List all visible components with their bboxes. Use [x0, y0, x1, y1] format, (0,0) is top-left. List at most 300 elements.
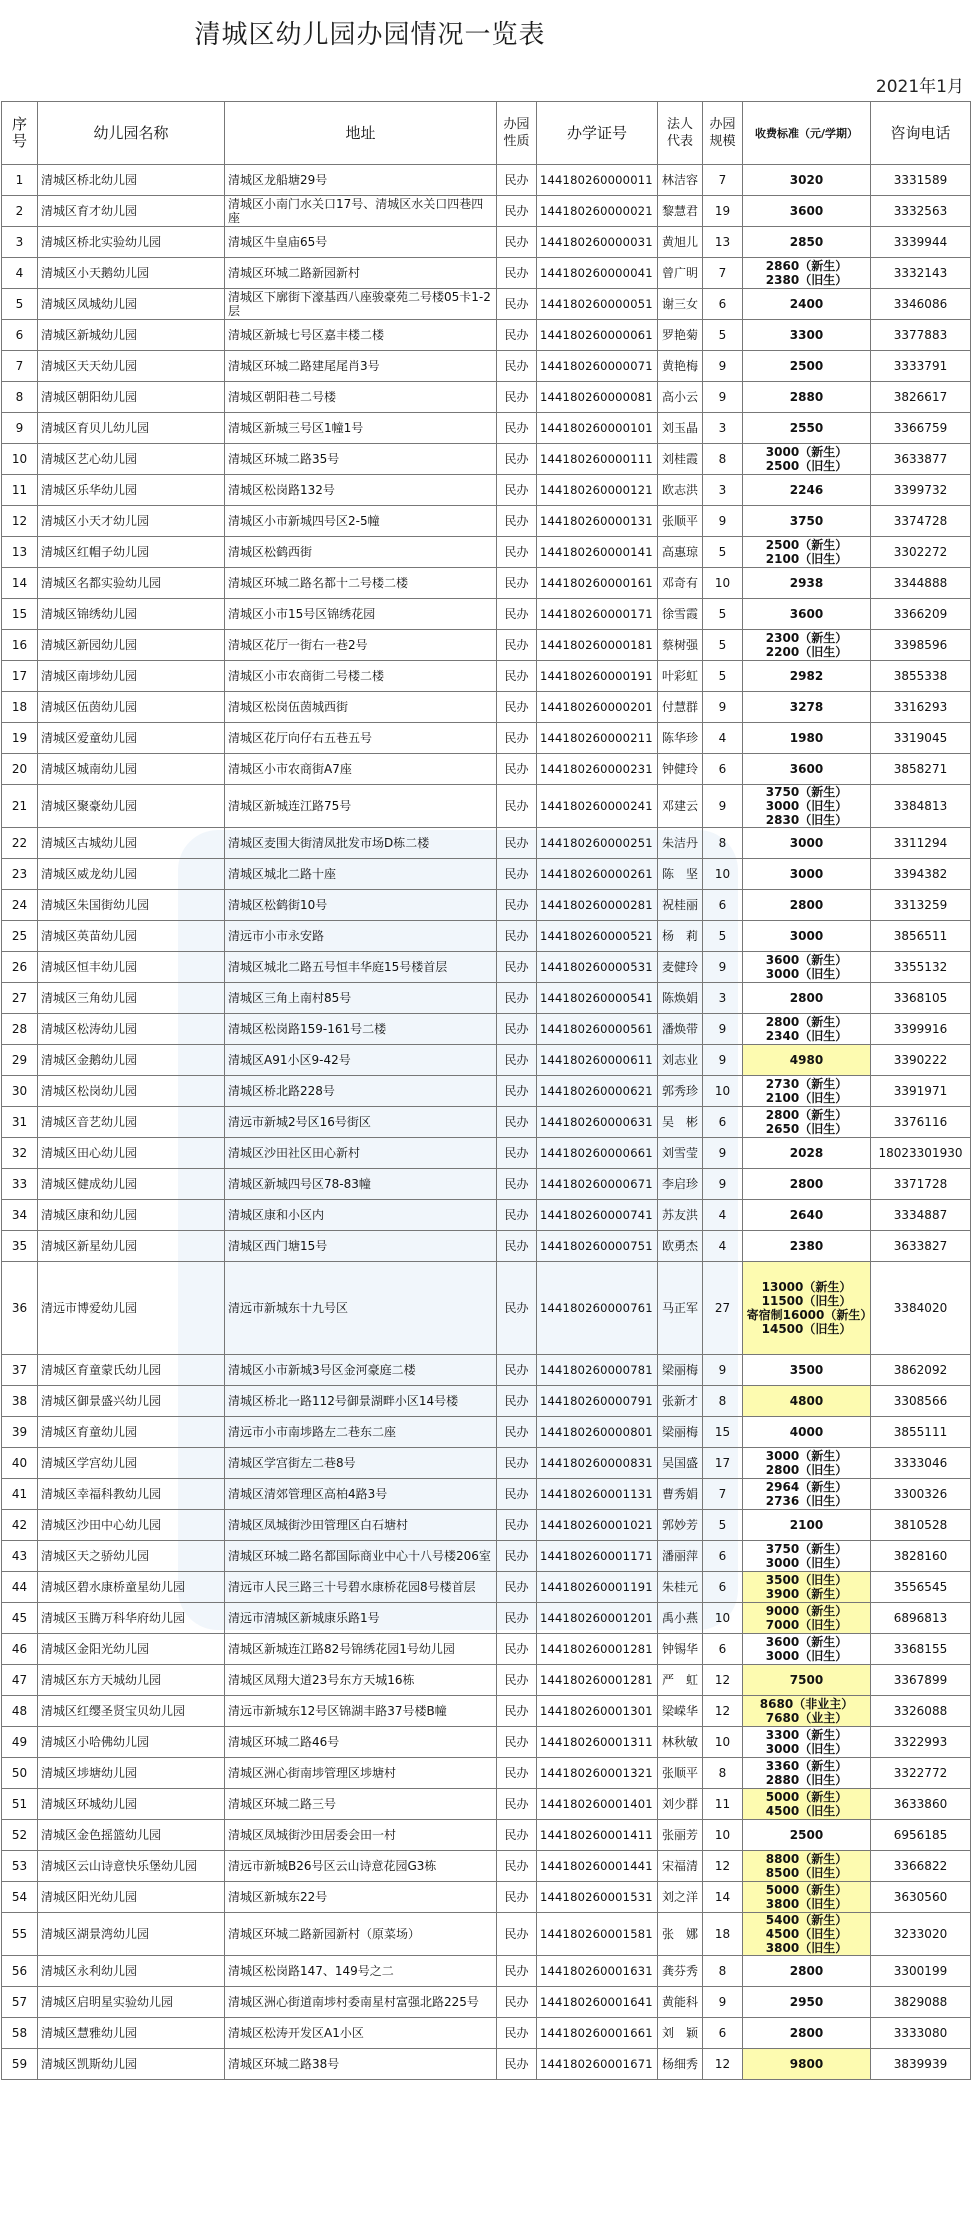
cell-fee: 3600: [743, 754, 871, 785]
cell-address: 清城区西门塘15号: [225, 1231, 497, 1262]
table-row: [2, 1479, 971, 1510]
cell-name: 清城区松涛幼儿园: [38, 1014, 225, 1045]
cell-fee: 3360（新生） 2880（旧生）: [743, 1758, 871, 1789]
cell-license: 144180260001321: [537, 1758, 658, 1789]
cell-scale: 18: [703, 1913, 743, 1956]
cell-scale: 5: [703, 320, 743, 351]
cell-no: 42: [2, 1510, 38, 1541]
cell-scale: 9: [703, 1355, 743, 1386]
cell-phone: 3556545: [871, 1572, 971, 1603]
cell-nature: 民办: [497, 2049, 537, 2080]
cell-representative: 刘桂霞: [658, 444, 703, 475]
cell-no: 16: [2, 630, 38, 661]
cell-representative: 刘少群: [658, 1789, 703, 1820]
cell-license: 144180260001201: [537, 1603, 658, 1634]
cell-license: 144180260000141: [537, 537, 658, 568]
cell-representative: 叶彩虹: [658, 661, 703, 692]
cell-nature: 民办: [497, 983, 537, 1014]
cell-phone: 3333080: [871, 2018, 971, 2049]
cell-fee: 4980: [743, 1045, 871, 1076]
cell-nature: 民办: [497, 1107, 537, 1138]
cell-nature: 民办: [497, 1200, 537, 1231]
cell-phone: 3332563: [871, 196, 971, 227]
cell-scale: 9: [703, 952, 743, 983]
cell-fee: 9000（新生） 7000（旧生）: [743, 1603, 871, 1634]
cell-license: 144180260000051: [537, 289, 658, 320]
cell-nature: 民办: [497, 165, 537, 196]
cell-representative: 潘丽萍: [658, 1541, 703, 1572]
table-row: [2, 859, 971, 890]
cell-name: 清城区埗塘幼儿园: [38, 1758, 225, 1789]
cell-representative: 郭秀珍: [658, 1076, 703, 1107]
cell-license: 144180260001411: [537, 1820, 658, 1851]
cell-representative: 欧志洪: [658, 475, 703, 506]
cell-license: 144180260001281: [537, 1634, 658, 1665]
cell-no: 20: [2, 754, 38, 785]
cell-phone: 3366759: [871, 413, 971, 444]
cell-phone: 3308566: [871, 1386, 971, 1417]
cell-nature: 民办: [497, 258, 537, 289]
table-row: [2, 382, 971, 413]
cell-representative: 高惠琼: [658, 537, 703, 568]
cell-name: 清城区伍茵幼儿园: [38, 692, 225, 723]
cell-scale: 4: [703, 1231, 743, 1262]
cell-representative: 刘 颖: [658, 2018, 703, 2049]
table-row: [2, 1200, 971, 1231]
cell-representative: 黄旭儿: [658, 227, 703, 258]
cell-scale: 5: [703, 921, 743, 952]
table-row: [2, 1510, 971, 1541]
cell-fee: 3600: [743, 599, 871, 630]
cell-no: 44: [2, 1572, 38, 1603]
cell-nature: 民办: [497, 630, 537, 661]
cell-scale: 9: [703, 351, 743, 382]
cell-fee: 1980: [743, 723, 871, 754]
cell-scale: 15: [703, 1417, 743, 1448]
cell-no: 27: [2, 983, 38, 1014]
cell-no: 58: [2, 2018, 38, 2049]
cell-no: 2: [2, 196, 38, 227]
cell-scale: 9: [703, 382, 743, 413]
cell-fee: 8680（非业主） 7680（业主）: [743, 1696, 871, 1727]
cell-fee: 2100: [743, 1510, 871, 1541]
cell-address: 清城区新城三号区1幢1号: [225, 413, 497, 444]
table-row: [2, 890, 971, 921]
table-row: [2, 599, 971, 630]
cell-scale: 7: [703, 258, 743, 289]
cell-nature: 民办: [497, 1987, 537, 2018]
cell-fee: 2400: [743, 289, 871, 320]
col-header-no: 序号: [2, 102, 38, 165]
cell-name: 清远市博爱幼儿园: [38, 1262, 225, 1355]
col-header-phone: 咨询电话: [871, 102, 971, 165]
cell-fee: 13000（新生） 11500（旧生） 寄宿制16000（新生）14500（旧生）: [743, 1262, 871, 1355]
cell-representative: 祝桂丽: [658, 890, 703, 921]
cell-license: 144180260001191: [537, 1572, 658, 1603]
cell-address: 清城区新城七号区嘉丰楼二楼: [225, 320, 497, 351]
cell-phone: 3313259: [871, 890, 971, 921]
cell-license: 144180260001311: [537, 1727, 658, 1758]
cell-address: 清城区环城二路新园新村: [225, 258, 497, 289]
cell-scale: 5: [703, 537, 743, 568]
table-row: [2, 1851, 971, 1882]
table-row: [2, 537, 971, 568]
cell-address: 清城区城北二路五号恒丰华庭15号楼首层: [225, 952, 497, 983]
cell-scale: 9: [703, 1987, 743, 2018]
cell-representative: 黄艳梅: [658, 351, 703, 382]
cell-name: 清城区桥北幼儿园: [38, 165, 225, 196]
cell-name: 清城区朱国街幼儿园: [38, 890, 225, 921]
cell-name: 清城区城南幼儿园: [38, 754, 225, 785]
cell-fee: 2800（新生） 2650（旧生）: [743, 1107, 871, 1138]
cell-fee: 2800: [743, 890, 871, 921]
cell-fee: 5000（新生） 3800（旧生）: [743, 1882, 871, 1913]
cell-nature: 民办: [497, 1851, 537, 1882]
cell-phone: 3233020: [871, 1913, 971, 1956]
cell-name: 清城区名都实验幼儿园: [38, 568, 225, 599]
cell-scale: 11: [703, 1789, 743, 1820]
cell-fee: 5000（新生） 4500（旧生）: [743, 1789, 871, 1820]
cell-phone: 6956185: [871, 1820, 971, 1851]
cell-address: 清城区环城二路46号: [225, 1727, 497, 1758]
cell-license: 144180260000191: [537, 661, 658, 692]
cell-name: 清城区康和幼儿园: [38, 1200, 225, 1231]
cell-fee: 2500（新生） 2100（旧生）: [743, 537, 871, 568]
table-row: [2, 1913, 971, 1956]
cell-no: 43: [2, 1541, 38, 1572]
cell-nature: 民办: [497, 785, 537, 828]
cell-name: 清城区音艺幼儿园: [38, 1107, 225, 1138]
cell-fee: 3600（新生） 3000（旧生）: [743, 952, 871, 983]
cell-license: 144180260000061: [537, 320, 658, 351]
cell-nature: 民办: [497, 1758, 537, 1789]
cell-nature: 民办: [497, 952, 537, 983]
cell-address: 清城区新城连江路75号: [225, 785, 497, 828]
cell-fee: 8800（新生） 8500（旧生）: [743, 1851, 871, 1882]
cell-no: 52: [2, 1820, 38, 1851]
cell-license: 144180260001401: [537, 1789, 658, 1820]
cell-name: 清城区田心幼儿园: [38, 1138, 225, 1169]
cell-license: 144180260000011: [537, 165, 658, 196]
cell-scale: 12: [703, 1851, 743, 1882]
cell-nature: 民办: [497, 828, 537, 859]
cell-phone: 3377883: [871, 320, 971, 351]
cell-phone: 6896813: [871, 1603, 971, 1634]
cell-no: 51: [2, 1789, 38, 1820]
table-row: [2, 165, 971, 196]
cell-phone: 3374728: [871, 506, 971, 537]
cell-fee: 3000: [743, 921, 871, 952]
cell-name: 清城区新园幼儿园: [38, 630, 225, 661]
cell-no: 7: [2, 351, 38, 382]
cell-nature: 民办: [497, 1603, 537, 1634]
cell-fee: 4800: [743, 1386, 871, 1417]
cell-phone: 3322772: [871, 1758, 971, 1789]
page-title: 清城区幼儿园办园情况一览表: [194, 20, 546, 50]
cell-fee: 2500: [743, 351, 871, 382]
cell-representative: 刘志业: [658, 1045, 703, 1076]
cell-license: 144180260000161: [537, 568, 658, 599]
cell-license: 144180260000251: [537, 828, 658, 859]
table-row: [2, 2049, 971, 2080]
cell-name: 清城区育童蒙氏幼儿园: [38, 1355, 225, 1386]
cell-scale: 6: [703, 754, 743, 785]
table-row: [2, 1138, 971, 1169]
cell-license: 144180260000101: [537, 413, 658, 444]
cell-no: 1: [2, 165, 38, 196]
cell-nature: 民办: [497, 1076, 537, 1107]
cell-license: 144180260000231: [537, 754, 658, 785]
cell-fee: 2800: [743, 983, 871, 1014]
cell-representative: 朱桂元: [658, 1572, 703, 1603]
cell-phone: 3368105: [871, 983, 971, 1014]
cell-representative: 梁丽梅: [658, 1355, 703, 1386]
cell-nature: 民办: [497, 1014, 537, 1045]
table-row: [2, 1727, 971, 1758]
table-row: [2, 723, 971, 754]
table-row: [2, 1820, 971, 1851]
cell-address: 清城区环城二路35号: [225, 444, 497, 475]
cell-phone: 3633860: [871, 1789, 971, 1820]
cell-representative: 刘雪莹: [658, 1138, 703, 1169]
cell-nature: 民办: [497, 1169, 537, 1200]
cell-representative: 朱洁丹: [658, 828, 703, 859]
table-row: [2, 506, 971, 537]
cell-representative: 陈华珍: [658, 723, 703, 754]
cell-no: 29: [2, 1045, 38, 1076]
cell-phone: 3300326: [871, 1479, 971, 1510]
cell-phone: 3319045: [871, 723, 971, 754]
cell-name: 清城区沙田中心幼儿园: [38, 1510, 225, 1541]
cell-phone: 3829088: [871, 1987, 971, 2018]
cell-fee: 3000（新生） 2800（旧生）: [743, 1448, 871, 1479]
cell-representative: 刘玉晶: [658, 413, 703, 444]
cell-representative: 严 虹: [658, 1665, 703, 1696]
cell-scale: 6: [703, 1572, 743, 1603]
cell-no: 56: [2, 1956, 38, 1987]
cell-fee: 3500: [743, 1355, 871, 1386]
cell-license: 144180260000081: [537, 382, 658, 413]
cell-representative: 梁丽梅: [658, 1417, 703, 1448]
cell-phone: 3339944: [871, 227, 971, 258]
cell-address: 清城区清郊管理区高柏4路3号: [225, 1479, 497, 1510]
cell-representative: 钟健玲: [658, 754, 703, 785]
cell-no: 3: [2, 227, 38, 258]
table-row: [2, 1603, 971, 1634]
cell-fee: 4000: [743, 1417, 871, 1448]
cell-representative: 林洁容: [658, 165, 703, 196]
cell-address: 清城区小市农商街二号楼二楼: [225, 661, 497, 692]
cell-nature: 民办: [497, 2018, 537, 2049]
cell-no: 35: [2, 1231, 38, 1262]
cell-fee: 7500: [743, 1665, 871, 1696]
cell-name: 清城区朝阳幼儿园: [38, 382, 225, 413]
cell-license: 144180260000781: [537, 1355, 658, 1386]
cell-address: 清远市新城2号区16号街区: [225, 1107, 497, 1138]
cell-nature: 民办: [497, 475, 537, 506]
cell-representative: 麦健玲: [658, 952, 703, 983]
cell-fee: 2640: [743, 1200, 871, 1231]
table-row: [2, 785, 971, 828]
cell-address: 清城区桥北一路112号御景湖畔小区14号楼: [225, 1386, 497, 1417]
cell-license: 144180260001661: [537, 2018, 658, 2049]
cell-name: 清城区红缨圣贤宝贝幼儿园: [38, 1696, 225, 1727]
cell-address: 清城区小市新城3号区金河豪庭二楼: [225, 1355, 497, 1386]
cell-nature: 民办: [497, 227, 537, 258]
cell-no: 33: [2, 1169, 38, 1200]
cell-scale: 4: [703, 723, 743, 754]
date-label: 2021年1月: [875, 77, 964, 97]
cell-fee: 3300: [743, 320, 871, 351]
cell-nature: 民办: [497, 1634, 537, 1665]
cell-scale: 13: [703, 227, 743, 258]
cell-representative: 钟锡华: [658, 1634, 703, 1665]
cell-phone: 3316293: [871, 692, 971, 723]
cell-scale: 9: [703, 692, 743, 723]
table-row: [2, 413, 971, 444]
cell-address: 清城区小市农商街A7座: [225, 754, 497, 785]
cell-phone: 3633877: [871, 444, 971, 475]
cell-representative: 高小云: [658, 382, 703, 413]
cell-fee: 5400（新生） 4500（旧生） 3800（旧生）: [743, 1913, 871, 1956]
cell-phone: 3302272: [871, 537, 971, 568]
cell-address: 清城区松鹤街10号: [225, 890, 497, 921]
table-row: [2, 1355, 971, 1386]
cell-scale: 12: [703, 1665, 743, 1696]
cell-nature: 民办: [497, 1262, 537, 1355]
cell-name: 清城区恒丰幼儿园: [38, 952, 225, 983]
cell-name: 清城区幸福科教幼儿园: [38, 1479, 225, 1510]
cell-name: 清城区云山诗意快乐堡幼儿园: [38, 1851, 225, 1882]
table-row: [2, 952, 971, 983]
cell-fee: 3300（新生） 3000（旧生）: [743, 1727, 871, 1758]
cell-nature: 民办: [497, 568, 537, 599]
table-row: [2, 1665, 971, 1696]
cell-representative: 罗艳菊: [658, 320, 703, 351]
cell-nature: 民办: [497, 859, 537, 890]
cell-name: 清城区学宫幼儿园: [38, 1448, 225, 1479]
cell-no: 5: [2, 289, 38, 320]
cell-license: 144180260000621: [537, 1076, 658, 1107]
cell-scale: 9: [703, 785, 743, 828]
cell-nature: 民办: [497, 599, 537, 630]
table-row: [2, 1956, 971, 1987]
table-row: [2, 1262, 971, 1355]
cell-name: 清城区金色摇篮幼儿园: [38, 1820, 225, 1851]
cell-phone: 3633827: [871, 1231, 971, 1262]
table-row: [2, 661, 971, 692]
cell-nature: 民办: [497, 754, 537, 785]
cell-license: 144180260000831: [537, 1448, 658, 1479]
cell-scale: 19: [703, 196, 743, 227]
table-row: [2, 196, 971, 227]
cell-representative: 张 娜: [658, 1913, 703, 1956]
cell-address: 清城区松岗伍茵城西街: [225, 692, 497, 723]
cell-scale: 6: [703, 1107, 743, 1138]
cell-nature: 民办: [497, 1882, 537, 1913]
cell-nature: 民办: [497, 1956, 537, 1987]
cell-no: 46: [2, 1634, 38, 1665]
cell-address: 清城区洲心街南埗管理区埗塘村: [225, 1758, 497, 1789]
cell-license: 144180260000181: [537, 630, 658, 661]
cell-fee: 2800: [743, 2018, 871, 2049]
cell-nature: 民办: [497, 537, 537, 568]
cell-scale: 9: [703, 1045, 743, 1076]
cell-phone: 3394382: [871, 859, 971, 890]
cell-nature: 民办: [497, 1789, 537, 1820]
cell-no: 8: [2, 382, 38, 413]
cell-scale: 5: [703, 1510, 743, 1541]
cell-nature: 民办: [497, 723, 537, 754]
table-row: [2, 258, 971, 289]
cell-phone: 3366822: [871, 1851, 971, 1882]
cell-fee: 2500: [743, 1820, 871, 1851]
cell-address: 清城区松岗路159-161号二楼: [225, 1014, 497, 1045]
cell-scale: 6: [703, 2018, 743, 2049]
col-header-license: 办学证号: [537, 102, 658, 165]
cell-address: 清城区环城二路三号: [225, 1789, 497, 1820]
cell-address: 清城区康和小区内: [225, 1200, 497, 1231]
table-row: [2, 351, 971, 382]
cell-nature: 民办: [497, 1727, 537, 1758]
cell-representative: 李启珍: [658, 1169, 703, 1200]
cell-license: 144180260000541: [537, 983, 658, 1014]
cell-license: 144180260001131: [537, 1479, 658, 1510]
cell-nature: 民办: [497, 1045, 537, 1076]
cell-scale: 10: [703, 1076, 743, 1107]
cell-representative: 龚芬秀: [658, 1956, 703, 1987]
cell-address: 清城区龙船塘29号: [225, 165, 497, 196]
cell-fee: 3600: [743, 196, 871, 227]
cell-no: 26: [2, 952, 38, 983]
cell-phone: 3344888: [871, 568, 971, 599]
table-row: [2, 1231, 971, 1262]
cell-scale: 27: [703, 1262, 743, 1355]
table-row: [2, 1696, 971, 1727]
table-row: [2, 2018, 971, 2049]
col-header-address: 地址: [225, 102, 497, 165]
cell-license: 144180260000611: [537, 1045, 658, 1076]
col-header-representative: 法人代表: [658, 102, 703, 165]
cell-license: 144180260001021: [537, 1510, 658, 1541]
cell-name: 清城区天之骄幼儿园: [38, 1541, 225, 1572]
cell-phone: 3371728: [871, 1169, 971, 1200]
cell-name: 清城区艺心幼儿园: [38, 444, 225, 475]
cell-fee: 3750（新生） 3000（旧生） 2830（旧生）: [743, 785, 871, 828]
cell-no: 19: [2, 723, 38, 754]
cell-scale: 6: [703, 890, 743, 921]
cell-representative: 陈 坚: [658, 859, 703, 890]
cell-address: 清远市人民三路三十号碧水康桥花园8号楼首层: [225, 1572, 497, 1603]
cell-scale: 9: [703, 1169, 743, 1200]
cell-phone: 3367899: [871, 1665, 971, 1696]
cell-license: 144180260001281: [537, 1665, 658, 1696]
table-row: [2, 921, 971, 952]
cell-address: 清城区沙田社区田心新村: [225, 1138, 497, 1169]
cell-nature: 民办: [497, 692, 537, 723]
cell-scale: 9: [703, 506, 743, 537]
cell-no: 15: [2, 599, 38, 630]
cell-name: 清城区爱童幼儿园: [38, 723, 225, 754]
cell-phone: 3855111: [871, 1417, 971, 1448]
cell-nature: 民办: [497, 661, 537, 692]
cell-address: 清远市小市南埗路左二巷东二座: [225, 1417, 497, 1448]
cell-representative: 林秋敏: [658, 1727, 703, 1758]
cell-address: 清城区环城二路38号: [225, 2049, 497, 2080]
cell-no: 10: [2, 444, 38, 475]
cell-representative: 谢三女: [658, 289, 703, 320]
cell-address: 清城区松鹤西街: [225, 537, 497, 568]
